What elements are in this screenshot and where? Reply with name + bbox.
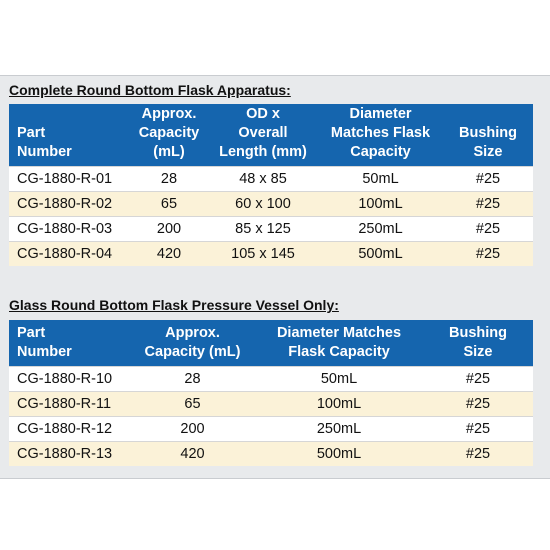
cell-capacity: 28 xyxy=(130,367,255,392)
cell-capacity: 65 xyxy=(130,192,208,217)
cell-part-number: CG-1880-R-11 xyxy=(9,392,130,417)
cell-bushing: #25 xyxy=(443,217,533,242)
cell-od-length: 48 x 85 xyxy=(208,167,318,192)
cell-part-number: CG-1880-R-01 xyxy=(9,167,130,192)
cell-diameter: 500mL xyxy=(255,442,423,467)
cell-part-number: CG-1880-R-03 xyxy=(9,217,130,242)
cell-bushing: #25 xyxy=(423,392,533,417)
cell-bushing: #25 xyxy=(443,192,533,217)
header-diameter-matches: Diameter Matches Flask Capacity xyxy=(318,104,443,167)
header-bushing-size: Bushing Size xyxy=(423,320,533,367)
table-row xyxy=(9,442,533,467)
cell-diameter: 250mL xyxy=(255,417,423,442)
table-row xyxy=(9,392,533,417)
header-approx-capacity: Approx. Capacity (mL) xyxy=(130,104,208,167)
table-row xyxy=(9,417,533,442)
header-od-overall-length: OD x Overall Length (mm) xyxy=(208,104,318,167)
cell-diameter: 500mL xyxy=(318,242,443,267)
table-header-row xyxy=(9,320,533,367)
cell-capacity: 65 xyxy=(130,392,255,417)
header-approx-capacity: Approx. Capacity (mL) xyxy=(130,320,255,367)
header-part-number: Part Number xyxy=(9,320,130,367)
cell-part-number: CG-1880-R-02 xyxy=(9,192,130,217)
table-apparatus xyxy=(9,104,533,266)
table-pressure-vessel xyxy=(9,320,533,466)
cell-capacity: 420 xyxy=(130,442,255,467)
table-row xyxy=(9,217,533,242)
cell-bushing: #25 xyxy=(423,417,533,442)
table-row xyxy=(9,242,533,267)
cell-part-number: CG-1880-R-10 xyxy=(9,367,130,392)
cell-part-number: CG-1880-R-12 xyxy=(9,417,130,442)
cell-bushing: #25 xyxy=(423,442,533,467)
header-part-number: Part Number xyxy=(9,104,130,167)
section-title-pressure-vessel: Glass Round Bottom Flask Pressure Vessel Only: xyxy=(9,297,339,313)
cell-capacity: 420 xyxy=(130,242,208,267)
cell-part-number: CG-1880-R-04 xyxy=(9,242,130,267)
cell-diameter: 50mL xyxy=(318,167,443,192)
header-diameter-matches: Diameter Matches Flask Capacity xyxy=(255,320,423,367)
header-bushing-size: Bushing Size xyxy=(443,104,533,167)
section-title-apparatus: Complete Round Bottom Flask Apparatus: xyxy=(9,82,291,98)
cell-capacity: 28 xyxy=(130,167,208,192)
table-row xyxy=(9,367,533,392)
cell-diameter: 50mL xyxy=(255,367,423,392)
cell-bushing: #25 xyxy=(443,167,533,192)
cell-diameter: 100mL xyxy=(255,392,423,417)
cell-od-length: 105 x 145 xyxy=(208,242,318,267)
content-panel xyxy=(0,75,550,479)
cell-bushing: #25 xyxy=(423,367,533,392)
table-header-row xyxy=(9,104,533,167)
table-row xyxy=(9,167,533,192)
table-row xyxy=(9,192,533,217)
cell-part-number: CG-1880-R-13 xyxy=(9,442,130,467)
cell-od-length: 60 x 100 xyxy=(208,192,318,217)
cell-capacity: 200 xyxy=(130,217,208,242)
cell-diameter: 100mL xyxy=(318,192,443,217)
cell-od-length: 85 x 125 xyxy=(208,217,318,242)
cell-diameter: 250mL xyxy=(318,217,443,242)
cell-capacity: 200 xyxy=(130,417,255,442)
cell-bushing: #25 xyxy=(443,242,533,267)
